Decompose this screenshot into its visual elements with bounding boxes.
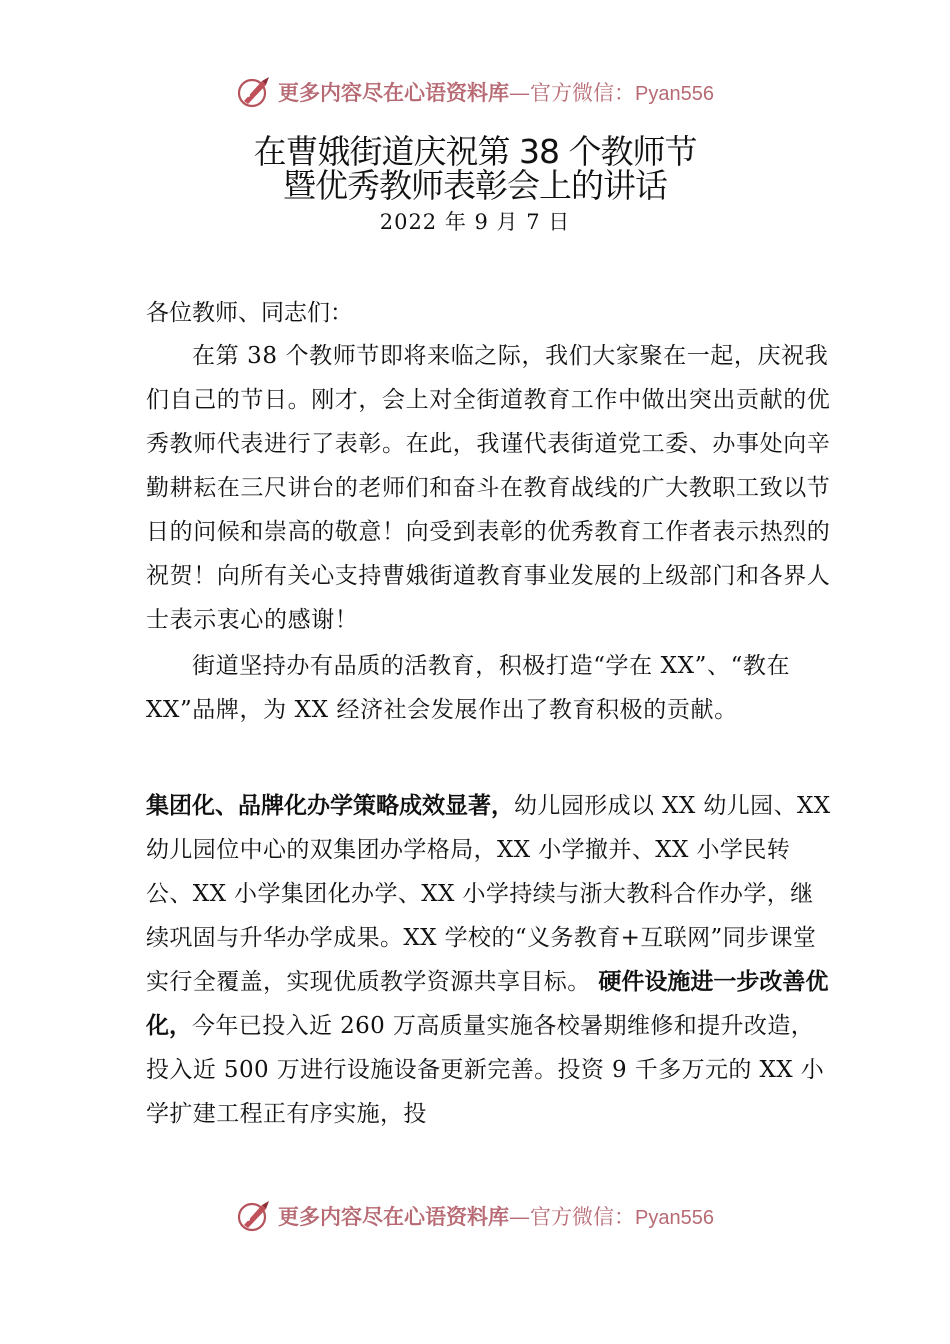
salutation: 各位教师、同志们：: [146, 300, 353, 326]
paragraph-3-heading-1: 集团化、品牌化办学策略成效显著，: [146, 793, 514, 819]
watermark-text: [278, 77, 714, 107]
watermark-separator: —官方微信：: [509, 81, 636, 105]
paragraph-2: 街道坚持办有品质的活教育，积极打造“学在 XX”、“教在 XX”品牌，为 XX 经济社会发展作出了教育积极的贡献。: [146, 653, 791, 723]
paragraph-3-heading-2: 硬件设施进一步改善优化，: [146, 969, 829, 1039]
watermark-main: 更多内容尽在心语资料库: [278, 1204, 510, 1229]
document-title-line-2: 暨优秀教师表彰会上的讲话: [283, 166, 667, 205]
paragraph-3: [146, 784, 836, 1136]
watermark-main: 更多内容尽在心语资料库: [278, 80, 510, 105]
paragraph-3-text-1: 幼儿园形成以 XX 幼儿园、XX 幼儿园位中心的双集团办学格局，XX 小学撤并、XX 小学民转公、XX 小学集团化办学、XX 小学持续与浙大教科合作办学，继续巩固与升华办学成果。XX 学校的“义务教育+互联网”同步课堂实行全覆盖，实现优质教学资源共享目标。: [146, 793, 831, 995]
paragraph-3-text-2: 今年已投入近 260 万高质量实施各校暑期维修和提升改造，投入近 500 万进行设施设备更新完善。投资 9 千多万元的 XX 小学扩建工程正有序实施，投: [146, 1013, 825, 1127]
watermark-wechat-id: Pyan556: [635, 83, 714, 105]
watermark-text: [278, 1201, 714, 1231]
pen-nib-logo-icon: [236, 1198, 272, 1234]
footer-watermark-banner: [0, 1196, 950, 1236]
document-date: 2022 年 9 月 7 日: [379, 210, 571, 234]
pen-nib-logo-icon: [236, 74, 272, 110]
document-title-line-1: 在曹娥街道庆祝第 38 个教师节: [253, 132, 697, 171]
header-watermark-banner: [0, 72, 950, 112]
watermark-wechat-id: Pyan556: [635, 1207, 714, 1229]
paragraph-1: 在第 38 个教师节即将来临之际，我们大家聚在一起，庆祝我们自己的节日。刚才，会上对全街道教育工作中做出突出贡献的优秀教师代表进行了表彰。在此，我谨代表街道党工委、办事处向辛勤耕耘在三尺讲台的老师们和奋斗在教育战线的广大教职工致以节日的问候和崇高的敬意！向受到表彰的优秀教育工作者表示热烈的祝贺！向所有关心支持曹娥街道教育事业发展的上级部门和各界人士表示衷心的感谢！: [146, 343, 831, 633]
watermark-separator: —官方微信：: [509, 1205, 636, 1229]
